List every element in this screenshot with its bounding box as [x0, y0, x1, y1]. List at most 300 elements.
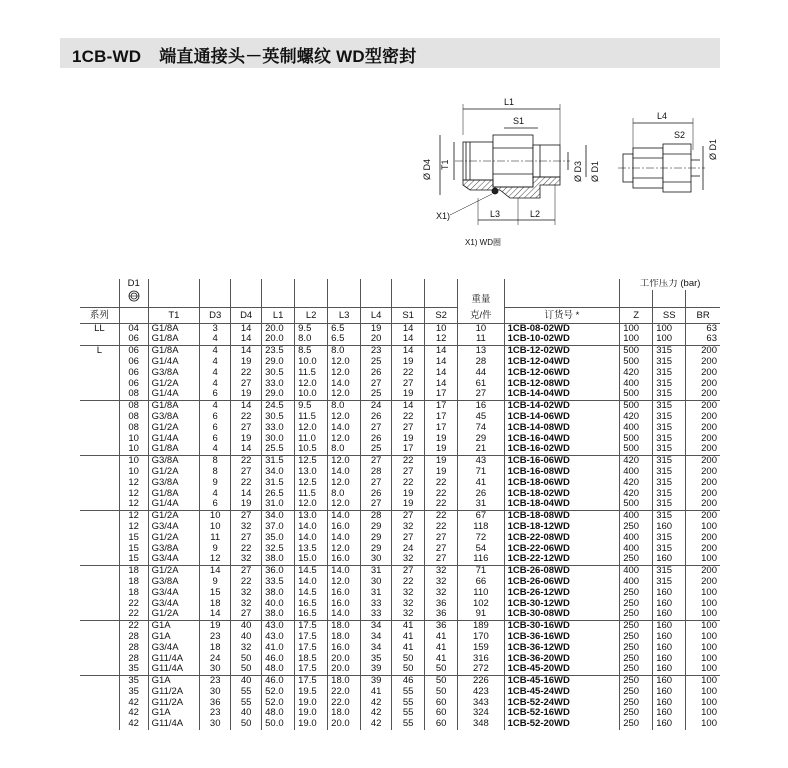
- table-cell: 315: [653, 456, 686, 467]
- series-cell: [80, 554, 119, 565]
- table-cell: 100: [686, 687, 720, 698]
- series-cell: [80, 599, 119, 610]
- table-cell: 14: [231, 346, 262, 357]
- table-cell: 17: [425, 389, 458, 400]
- table-cell: 41: [361, 687, 392, 698]
- drawing-caption: X1) WD圈: [465, 238, 501, 247]
- table-cell: 24.5: [262, 401, 295, 412]
- header-d4: D4: [231, 307, 262, 323]
- table-cell: 17.5: [295, 664, 328, 675]
- table-cell: 48.0: [262, 664, 295, 675]
- table-cell: 12: [425, 334, 458, 345]
- table-cell: 32: [231, 643, 262, 654]
- table-cell: 10: [458, 323, 504, 334]
- table-cell: 18.0: [328, 708, 361, 719]
- table-cell: 27: [392, 467, 425, 478]
- series-cell: [80, 434, 119, 445]
- table-cell: 24: [361, 401, 392, 412]
- table-cell: G1/2A: [148, 533, 200, 544]
- table-cell: 16.0: [328, 522, 361, 533]
- table-cell: 30: [200, 664, 231, 675]
- table-cell: 28: [361, 511, 392, 522]
- table-cell: 27: [361, 499, 392, 510]
- header-br: BR: [686, 307, 720, 323]
- table-row: [80, 621, 720, 632]
- series-cell: [80, 654, 119, 665]
- table-cell: 40: [231, 632, 262, 643]
- header-pressure: 工作压力 (bar): [620, 279, 720, 290]
- table-cell: 36.0: [262, 566, 295, 577]
- table-cell: 1CB-14-02WD: [504, 401, 620, 412]
- table-cell: 42: [361, 719, 392, 730]
- table-cell: 32: [392, 522, 425, 533]
- table-cell: 200: [686, 544, 720, 555]
- table-cell: 8.0: [328, 401, 361, 412]
- table-row: [80, 478, 720, 489]
- table-cell: 100: [686, 632, 720, 643]
- table-row: [80, 412, 720, 423]
- table-cell: 19: [392, 357, 425, 368]
- table-cell: 22: [119, 621, 148, 632]
- table-cell: 38.0: [262, 609, 295, 620]
- spec-table: [80, 279, 720, 730]
- table-cell: 160: [653, 664, 686, 675]
- table-cell: G11/2A: [148, 698, 200, 709]
- table-cell: 8.0: [295, 334, 328, 345]
- table-cell: 66: [458, 577, 504, 588]
- label-d1-side: Ø D1: [708, 138, 718, 160]
- table-cell: 343: [458, 698, 504, 709]
- table-cell: 6: [200, 412, 231, 423]
- table-cell: 189: [458, 621, 504, 632]
- table-cell: 250: [620, 676, 653, 687]
- table-cell: 43.0: [262, 632, 295, 643]
- table-cell: 19: [231, 357, 262, 368]
- table-cell: 22.0: [328, 698, 361, 709]
- table-cell: G3/8A: [148, 478, 200, 489]
- table-cell: 19.0: [295, 698, 328, 709]
- table-cell: 31.5: [262, 478, 295, 489]
- technical-drawing: [400, 90, 730, 255]
- table-cell: 72: [458, 533, 504, 544]
- table-cell: 315: [653, 533, 686, 544]
- table-cell: 1CB-26-12WD: [504, 588, 620, 599]
- table-cell: 16.0: [328, 554, 361, 565]
- table-cell: 22: [425, 489, 458, 500]
- table-cell: 27: [231, 533, 262, 544]
- table-cell: 3: [200, 323, 231, 334]
- table-cell: 71: [458, 467, 504, 478]
- table-cell: 41: [392, 621, 425, 632]
- table-cell: 14: [231, 444, 262, 455]
- table-row: [80, 588, 720, 599]
- table-cell: G3/8A: [148, 368, 200, 379]
- table-cell: 30.0: [262, 434, 295, 445]
- table-cell: 12: [119, 511, 148, 522]
- table-cell: 1CB-30-08WD: [504, 609, 620, 620]
- table-cell: 35.0: [262, 533, 295, 544]
- table-cell: 200: [686, 499, 720, 510]
- table-cell: 27: [361, 456, 392, 467]
- table-cell: 43.0: [262, 621, 295, 632]
- table-cell: 27: [392, 423, 425, 434]
- table-cell: 25: [361, 357, 392, 368]
- table-cell: 10: [119, 444, 148, 455]
- table-cell: 16.0: [328, 643, 361, 654]
- series-cell: [80, 544, 119, 555]
- table-cell: 250: [620, 643, 653, 654]
- table-cell: G3/8A: [148, 456, 200, 467]
- table-cell: 170: [458, 632, 504, 643]
- table-cell: 8: [200, 456, 231, 467]
- series-cell: [80, 334, 119, 345]
- table-cell: 14: [392, 323, 425, 334]
- table-cell: 11: [458, 334, 504, 345]
- table-cell: 250: [620, 609, 653, 620]
- table-cell: 160: [653, 632, 686, 643]
- table-row: [80, 334, 720, 345]
- table-cell: 160: [653, 609, 686, 620]
- table-cell: 29: [361, 544, 392, 555]
- table-cell: 19: [392, 499, 425, 510]
- table-cell: 400: [620, 379, 653, 390]
- table-cell: G1/2A: [148, 467, 200, 478]
- table-cell: G3/4A: [148, 588, 200, 599]
- table-cell: 18: [119, 588, 148, 599]
- table-cell: 29: [361, 522, 392, 533]
- table-cell: 315: [653, 499, 686, 510]
- table-cell: 18: [119, 577, 148, 588]
- table-cell: 1CB-18-12WD: [504, 522, 620, 533]
- table-cell: 19: [392, 489, 425, 500]
- header-z: Z: [620, 307, 653, 323]
- table-cell: 20.0: [328, 654, 361, 665]
- table-cell: 63: [686, 323, 720, 334]
- table-cell: 42: [361, 698, 392, 709]
- series-cell: [80, 389, 119, 400]
- table-cell: 110: [458, 588, 504, 599]
- table-cell: 1CB-12-02WD: [504, 346, 620, 357]
- series-cell: [80, 533, 119, 544]
- table-cell: 10: [200, 511, 231, 522]
- table-cell: 9.5: [295, 323, 328, 334]
- table-cell: 12: [119, 499, 148, 510]
- table-cell: 14.0: [328, 423, 361, 434]
- table-cell: 315: [653, 577, 686, 588]
- table-cell: 200: [686, 566, 720, 577]
- table-cell: 14.5: [295, 588, 328, 599]
- table-cell: 10.5: [295, 444, 328, 455]
- table-cell: 22: [425, 499, 458, 510]
- table-cell: 9: [200, 577, 231, 588]
- table-cell: 55: [231, 698, 262, 709]
- table-cell: 22: [425, 522, 458, 533]
- table-row: [80, 599, 720, 610]
- table-cell: 16.5: [295, 609, 328, 620]
- table-cell: 19: [200, 621, 231, 632]
- table-cell: 160: [653, 654, 686, 665]
- series-cell: [80, 676, 119, 687]
- table-cell: 23: [361, 346, 392, 357]
- table-cell: 17: [425, 401, 458, 412]
- table-row: [80, 467, 720, 478]
- table-cell: 08: [119, 389, 148, 400]
- series-cell: [80, 687, 119, 698]
- table-cell: 18.5: [295, 654, 328, 665]
- table-cell: 60: [425, 698, 458, 709]
- table-cell: G3/8A: [148, 412, 200, 423]
- table-cell: 22: [231, 544, 262, 555]
- series-cell: [80, 379, 119, 390]
- table-cell: 12.0: [328, 434, 361, 445]
- table-row: [80, 368, 720, 379]
- title-code: 1CB-WD: [72, 47, 142, 66]
- table-cell: 14: [231, 323, 262, 334]
- table-cell: 67: [458, 511, 504, 522]
- table-cell: 100: [686, 698, 720, 709]
- table-cell: 20.0: [262, 334, 295, 345]
- table-cell: 32: [392, 609, 425, 620]
- table-cell: 14: [231, 489, 262, 500]
- table-cell: 40: [231, 621, 262, 632]
- table-row: [80, 632, 720, 643]
- table-cell: 315: [653, 412, 686, 423]
- table-cell: 18: [200, 643, 231, 654]
- header-ss: SS: [653, 307, 686, 323]
- table-cell: 33: [361, 599, 392, 610]
- table-cell: 23.5: [262, 346, 295, 357]
- table-row: [80, 489, 720, 500]
- table-cell: 8.0: [328, 444, 361, 455]
- table-cell: 14.0: [295, 533, 328, 544]
- table-cell: 14: [425, 379, 458, 390]
- table-cell: 1CB-45-16WD: [504, 676, 620, 687]
- table-cell: 36: [425, 609, 458, 620]
- table-cell: 16: [458, 401, 504, 412]
- table-cell: 420: [620, 489, 653, 500]
- table-cell: 42: [361, 708, 392, 719]
- table-cell: 4: [200, 489, 231, 500]
- table-cell: G11/4A: [148, 664, 200, 675]
- table-cell: 36: [425, 599, 458, 610]
- table-cell: 1CB-26-06WD: [504, 577, 620, 588]
- table-cell: 315: [653, 357, 686, 368]
- table-cell: 30: [361, 577, 392, 588]
- table-cell: 25: [361, 444, 392, 455]
- table-cell: 250: [620, 588, 653, 599]
- table-cell: 14: [200, 566, 231, 577]
- table-cell: 22: [231, 412, 262, 423]
- table-cell: 200: [686, 368, 720, 379]
- table-cell: 29: [361, 533, 392, 544]
- table-cell: 160: [653, 554, 686, 565]
- table-cell: 28: [119, 632, 148, 643]
- table-cell: 12.0: [328, 368, 361, 379]
- table-cell: 28: [119, 654, 148, 665]
- table-cell: 1CB-45-20WD: [504, 664, 620, 675]
- table-cell: 13.5: [295, 544, 328, 555]
- table-cell: 15: [200, 588, 231, 599]
- table-cell: 22: [231, 368, 262, 379]
- table-cell: G1/8A: [148, 346, 200, 357]
- table-cell: 1CB-10-02WD: [504, 334, 620, 345]
- table-cell: 1CB-26-08WD: [504, 566, 620, 577]
- table-cell: 1CB-52-24WD: [504, 698, 620, 709]
- table-cell: 33.0: [262, 423, 295, 434]
- table-cell: 8.0: [328, 489, 361, 500]
- table-cell: 19: [231, 434, 262, 445]
- table-cell: 1CB-16-06WD: [504, 456, 620, 467]
- table-cell: 1CB-18-02WD: [504, 489, 620, 500]
- table-cell: 41: [425, 643, 458, 654]
- table-cell: 100: [653, 323, 686, 334]
- table-cell: 14.0: [295, 522, 328, 533]
- table-row: [80, 554, 720, 565]
- table-cell: 20.0: [262, 323, 295, 334]
- table-cell: 48.0: [262, 708, 295, 719]
- table-cell: 27: [361, 423, 392, 434]
- table-cell: 33.0: [262, 379, 295, 390]
- table-cell: 36: [200, 698, 231, 709]
- table-cell: 19: [392, 434, 425, 445]
- table-cell: 100: [620, 323, 653, 334]
- table-cell: 400: [620, 533, 653, 544]
- table-cell: 14: [425, 368, 458, 379]
- table-cell: 55: [392, 687, 425, 698]
- table-cell: 38.0: [262, 588, 295, 599]
- table-cell: 12: [119, 522, 148, 533]
- table-cell: 315: [653, 346, 686, 357]
- header-l4: L4: [361, 307, 392, 323]
- table-cell: 6: [200, 434, 231, 445]
- table-cell: 32: [231, 588, 262, 599]
- table-cell: 25.5: [262, 444, 295, 455]
- table-cell: 100: [686, 522, 720, 533]
- table-cell: G3/4A: [148, 522, 200, 533]
- series-cell: [80, 698, 119, 709]
- table-cell: 52.0: [262, 698, 295, 709]
- table-cell: 20.0: [328, 664, 361, 675]
- label-t1: T1: [440, 159, 450, 170]
- table-cell: 32: [231, 554, 262, 565]
- table-cell: 10.0: [295, 357, 328, 368]
- table-cell: 19: [425, 444, 458, 455]
- table-cell: 10: [425, 323, 458, 334]
- table-cell: G11/4A: [148, 719, 200, 730]
- table-row: [80, 609, 720, 620]
- table-cell: 250: [620, 632, 653, 643]
- header-l3: L3: [328, 307, 361, 323]
- table-cell: 33: [361, 609, 392, 620]
- table-cell: 12.0: [295, 379, 328, 390]
- table-cell: 160: [653, 599, 686, 610]
- table-cell: 14: [425, 357, 458, 368]
- table-row: [80, 346, 720, 357]
- table-cell: 32: [231, 522, 262, 533]
- header-l1: L1: [262, 307, 295, 323]
- series-cell: [80, 499, 119, 510]
- table-cell: 315: [653, 478, 686, 489]
- table-cell: 06: [119, 346, 148, 357]
- table-cell: 19: [361, 323, 392, 334]
- table-cell: 14.0: [328, 511, 361, 522]
- table-cell: 29.0: [262, 357, 295, 368]
- table-cell: G3/8A: [148, 544, 200, 555]
- table-cell: 200: [686, 434, 720, 445]
- table-row: [80, 423, 720, 434]
- table-cell: G11/2A: [148, 687, 200, 698]
- table-cell: 6: [200, 389, 231, 400]
- table-cell: 40: [231, 708, 262, 719]
- table-cell: 91: [458, 609, 504, 620]
- table-cell: 32: [425, 577, 458, 588]
- table-cell: 50: [392, 664, 425, 675]
- header-order: 订货号 *: [504, 307, 620, 323]
- table-cell: 40.0: [262, 599, 295, 610]
- table-cell: 100: [620, 334, 653, 345]
- series-cell: [80, 522, 119, 533]
- table-cell: 60: [425, 708, 458, 719]
- table-cell: G3/4A: [148, 554, 200, 565]
- table-cell: 22: [119, 609, 148, 620]
- table-cell: 22: [392, 412, 425, 423]
- table-cell: 35: [119, 687, 148, 698]
- table-cell: 15: [119, 544, 148, 555]
- table-cell: 15: [119, 554, 148, 565]
- label-d3: Ø D3: [573, 160, 583, 182]
- table-cell: 26: [361, 412, 392, 423]
- table-cell: 34: [361, 643, 392, 654]
- table-cell: 159: [458, 643, 504, 654]
- table-cell: 12.0: [328, 389, 361, 400]
- table-cell: 27: [392, 511, 425, 522]
- table-cell: 1CB-14-08WD: [504, 423, 620, 434]
- series-cell: L: [80, 346, 119, 357]
- table-cell: 17.5: [295, 676, 328, 687]
- series-cell: [80, 577, 119, 588]
- table-cell: 16.0: [328, 599, 361, 610]
- table-cell: 27: [231, 379, 262, 390]
- series-cell: [80, 423, 119, 434]
- series-cell: LL: [94, 323, 105, 334]
- table-cell: 272: [458, 664, 504, 675]
- table-row: [80, 577, 720, 588]
- label-s2: S2: [674, 130, 686, 140]
- table-cell: 41: [392, 643, 425, 654]
- table-cell: 4: [200, 368, 231, 379]
- table-cell: 30: [361, 554, 392, 565]
- label-l2: L2: [530, 209, 541, 219]
- table-cell: 100: [686, 554, 720, 565]
- table-cell: 12.0: [328, 544, 361, 555]
- table-cell: 19: [425, 456, 458, 467]
- table-cell: 19.0: [295, 719, 328, 730]
- table-cell: 23: [200, 632, 231, 643]
- header-weight-unit: 克/件: [458, 307, 504, 323]
- table-row: [80, 323, 720, 334]
- table-cell: 27: [231, 511, 262, 522]
- table-cell: 34: [361, 621, 392, 632]
- table-cell: 27: [425, 554, 458, 565]
- table-cell: 12.0: [328, 357, 361, 368]
- table-cell: 41: [425, 654, 458, 665]
- table-cell: 160: [653, 708, 686, 719]
- table-cell: 06: [119, 368, 148, 379]
- table-cell: 11: [200, 533, 231, 544]
- table-cell: 315: [653, 423, 686, 434]
- series-cell: [80, 412, 119, 423]
- table-cell: 24: [200, 654, 231, 665]
